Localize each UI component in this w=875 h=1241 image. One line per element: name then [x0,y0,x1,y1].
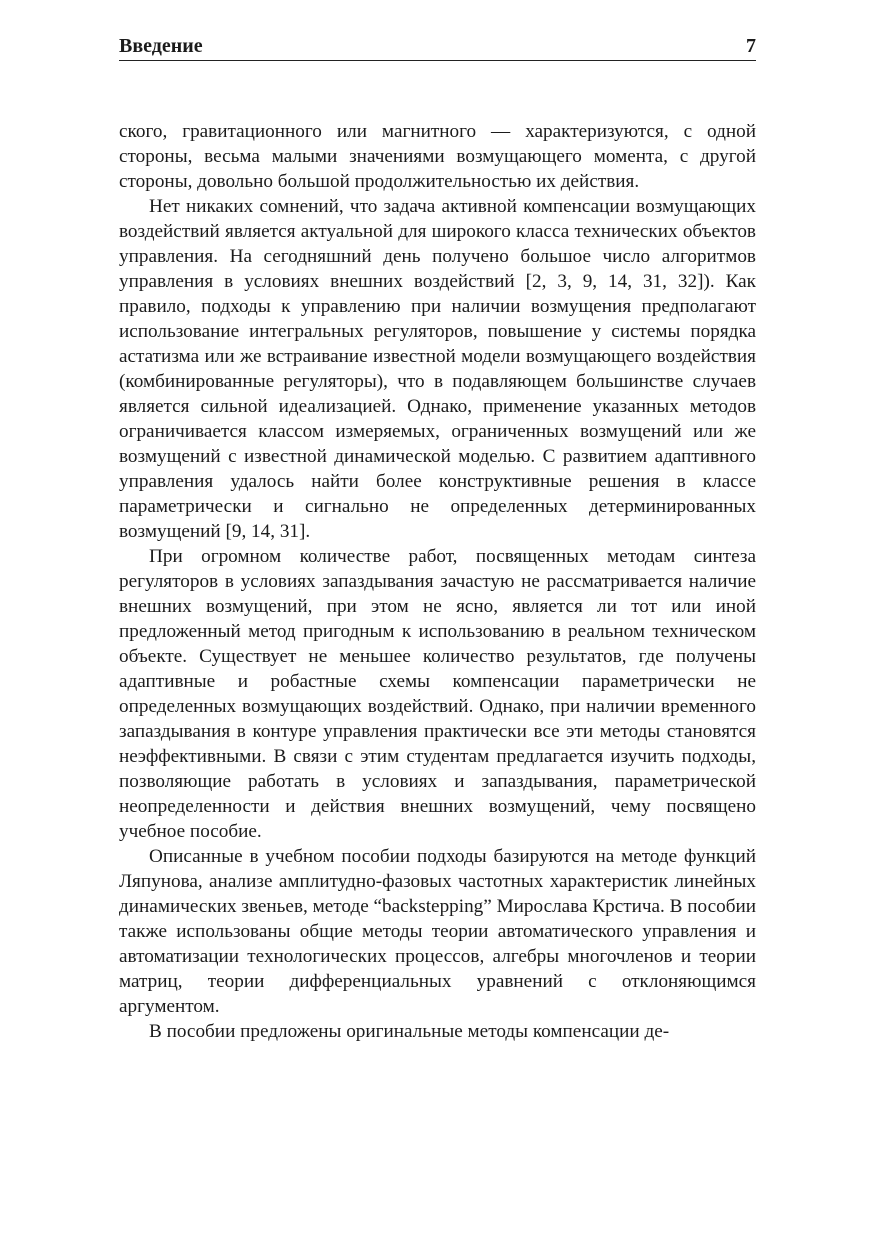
paragraph: В пособии предложены оригинальные методы компенсации де- [149,1021,670,1042]
running-header [119,34,756,61]
body-text [119,119,756,1044]
paragraph: Нет никаких сомнений, что задача активной компенсации возмущающих воздействий является актуальной для широкого класса технических объектов управления. На сегодняшний день получено большое число алгоритмов управления в условиях внешних воздействий [2, 3, 9, 14, 31, 32]). Как правило, подходы к управлению при наличии возмущения предполагают использование интегральных регуляторов, повышение у системы порядка астатизма или же встраивание известной модели возмущающего воздействия (комбинированные регуляторы), что в подавляющем большинстве случаев является сильной идеализацией. Однако, применение указанных методов ограничивается классом измеряемых, ограниченных возмущений или же возмущений с известной динамической моделью. С развитием адаптивного управления удалось найти более конструктивные решения в классе параметрически и сигнально не определенных детерминированных возмущений [9, 14, 31]. [119,196,756,542]
paragraph: ского, гравитационного или магнитного — характеризуются, с одной стороны, весьма малыми значениями возмущающего момента, с другой стороны, довольно большой продолжительностью их действия. [119,121,756,192]
page-number: 7 [746,35,756,57]
paragraph: При огромном количестве работ, посвященных методам синтеза регуляторов в условиях запаздывания зачастую не рассматривается наличие внешних возмущений, при этом не ясно, является ли тот или иной предложенный метод пригодным к использованию в реальном техническом объекте. Существует не меньшее количество результатов, где получены адаптивные и робастные схемы компенсации параметрически не определенных возмущающих воздействий. Однако, при наличии временного запаздывания в контуре управления практически все эти методы становятся неэффективными. В связи с этим студентам предлагается изучить подходы, позволяющие работать в условиях и запаздывания, параметрической неопределенности и действия внешних возмущений, чему посвящено учебное пособие. [119,546,756,842]
paragraph: Описанные в учебном пособии подходы базируются на методе функций Ляпунова, анализе амплитудно-фазовых частотных характеристик линейных динамических звеньев, методе “backstepping” Мирослава Крстича. В пособии также использованы общие методы теории автоматического управления и автоматизации технологических процессов, алгебры многочленов и теории матриц, теории дифференциальных уравнений с отклоняющимся аргументом. [119,846,756,1017]
chapter-title: Введение [119,35,203,57]
